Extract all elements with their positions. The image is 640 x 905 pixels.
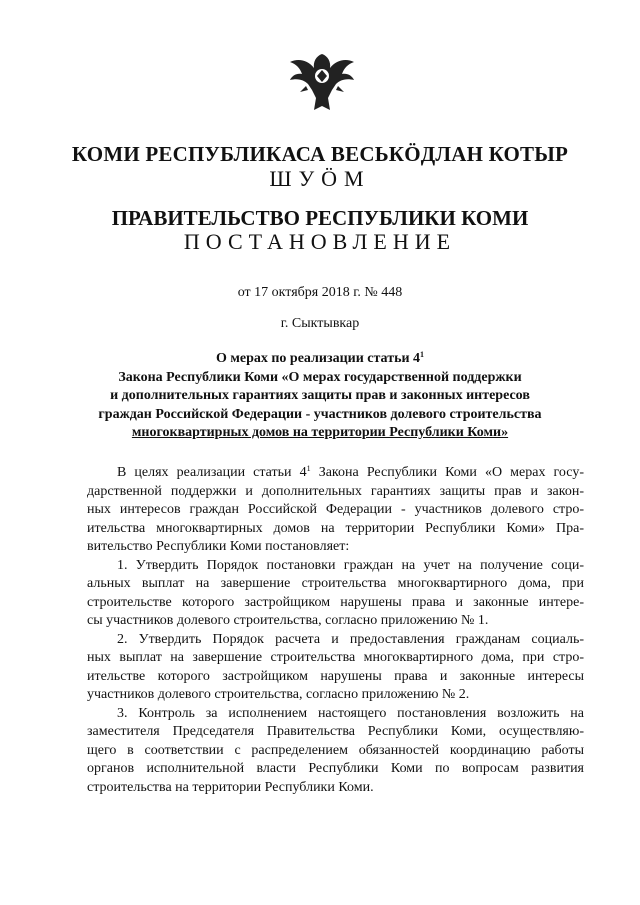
body-line: ных интересов граждан Российской Федерации - участников долевого стро- (87, 502, 584, 517)
body-line: ительства многоквартирных домов на территории Республики Коми» Пра- (87, 520, 584, 536)
body-line: строительства на территории Республики Коми. (87, 779, 374, 795)
body-line: 3. Контроль за исполнением настоящего постановления возложить на (117, 705, 584, 721)
clause-3-paragraph (87, 705, 584, 798)
body-text: Закона Республики Коми «О мерах госу- (310, 465, 584, 480)
title-line: и дополнительных гарантиях защиты прав и законных интересов (110, 388, 530, 403)
body-line: 1. Утвердить Порядок постановки граждан на учет на получение соци- (117, 557, 584, 573)
body-line: строительстве которого застройщиком нарушены права и законные интере- (87, 594, 584, 610)
komi-government-title: КОМИ РЕСПУБЛИКАСА ВЕСЬКӦДЛАН КОТЫР (71, 142, 569, 166)
body-line: заместителя Председателя Правительства Республики Коми, осуществляю- (87, 724, 584, 739)
body-line: дарственной поддержки и дополнительных гарантиях защиты прав и закон- (87, 483, 584, 499)
title-line: многоквартирных домов на территории Республики Коми» (131, 425, 509, 440)
document-body (87, 460, 584, 797)
body-text: В целях реализации статьи 4 (117, 465, 307, 480)
body-line: 2. Утвердить Порядок расчета и предоставления гражданам социаль- (117, 631, 584, 647)
body-superscript: 1 (306, 464, 311, 473)
komi-coat-of-arms-icon (286, 46, 358, 118)
body-line: участников долевого строительства, согласно приложению № 2. (87, 687, 470, 702)
title-line: Закона Республики Коми «О мерах государственной поддержки (118, 369, 522, 385)
body-line: ных выплат на завершение строительства многоквартирного дома, при стро- (87, 650, 584, 665)
body-line: ительстве которого застройщиком нарушены права и законные интересы (87, 668, 584, 684)
body-line: сы участников долевого строительства, согласно приложению № 1. (87, 613, 489, 628)
body-line: вительство Республики Коми постановляет: (87, 539, 350, 554)
document-city: г. Сыктывкар (280, 316, 360, 331)
government-title: ПРАВИТЕЛЬСТВО РЕСПУБЛИКИ КОМИ (111, 206, 529, 230)
body-line: органов исполнительной власти Республики Коми по вопросам развития (87, 761, 584, 776)
title-line (90, 346, 550, 369)
document-type: ПОСТАНОВЛЕНИЕ (183, 229, 457, 254)
body-line: щего в соответствии с распределением обязанностей координацию работы (87, 742, 584, 758)
body-line: альных выплат на завершение строительства многоквартирного дома, при (87, 576, 584, 591)
body-line (87, 460, 584, 483)
document-title (90, 346, 550, 443)
clause-1-paragraph (87, 557, 584, 631)
document-date-number: от 17 октября 2018 г. № 448 (237, 285, 403, 300)
title-text: О мерах по реализации статьи 4 (215, 351, 421, 366)
clause-2-paragraph (87, 631, 584, 705)
preamble-paragraph (87, 460, 584, 557)
title-superscript: 1 (420, 350, 425, 359)
title-line: граждан Российской Федерации - участников долевого строительства (98, 406, 542, 422)
komi-document-type: ШУӦМ (269, 166, 371, 191)
